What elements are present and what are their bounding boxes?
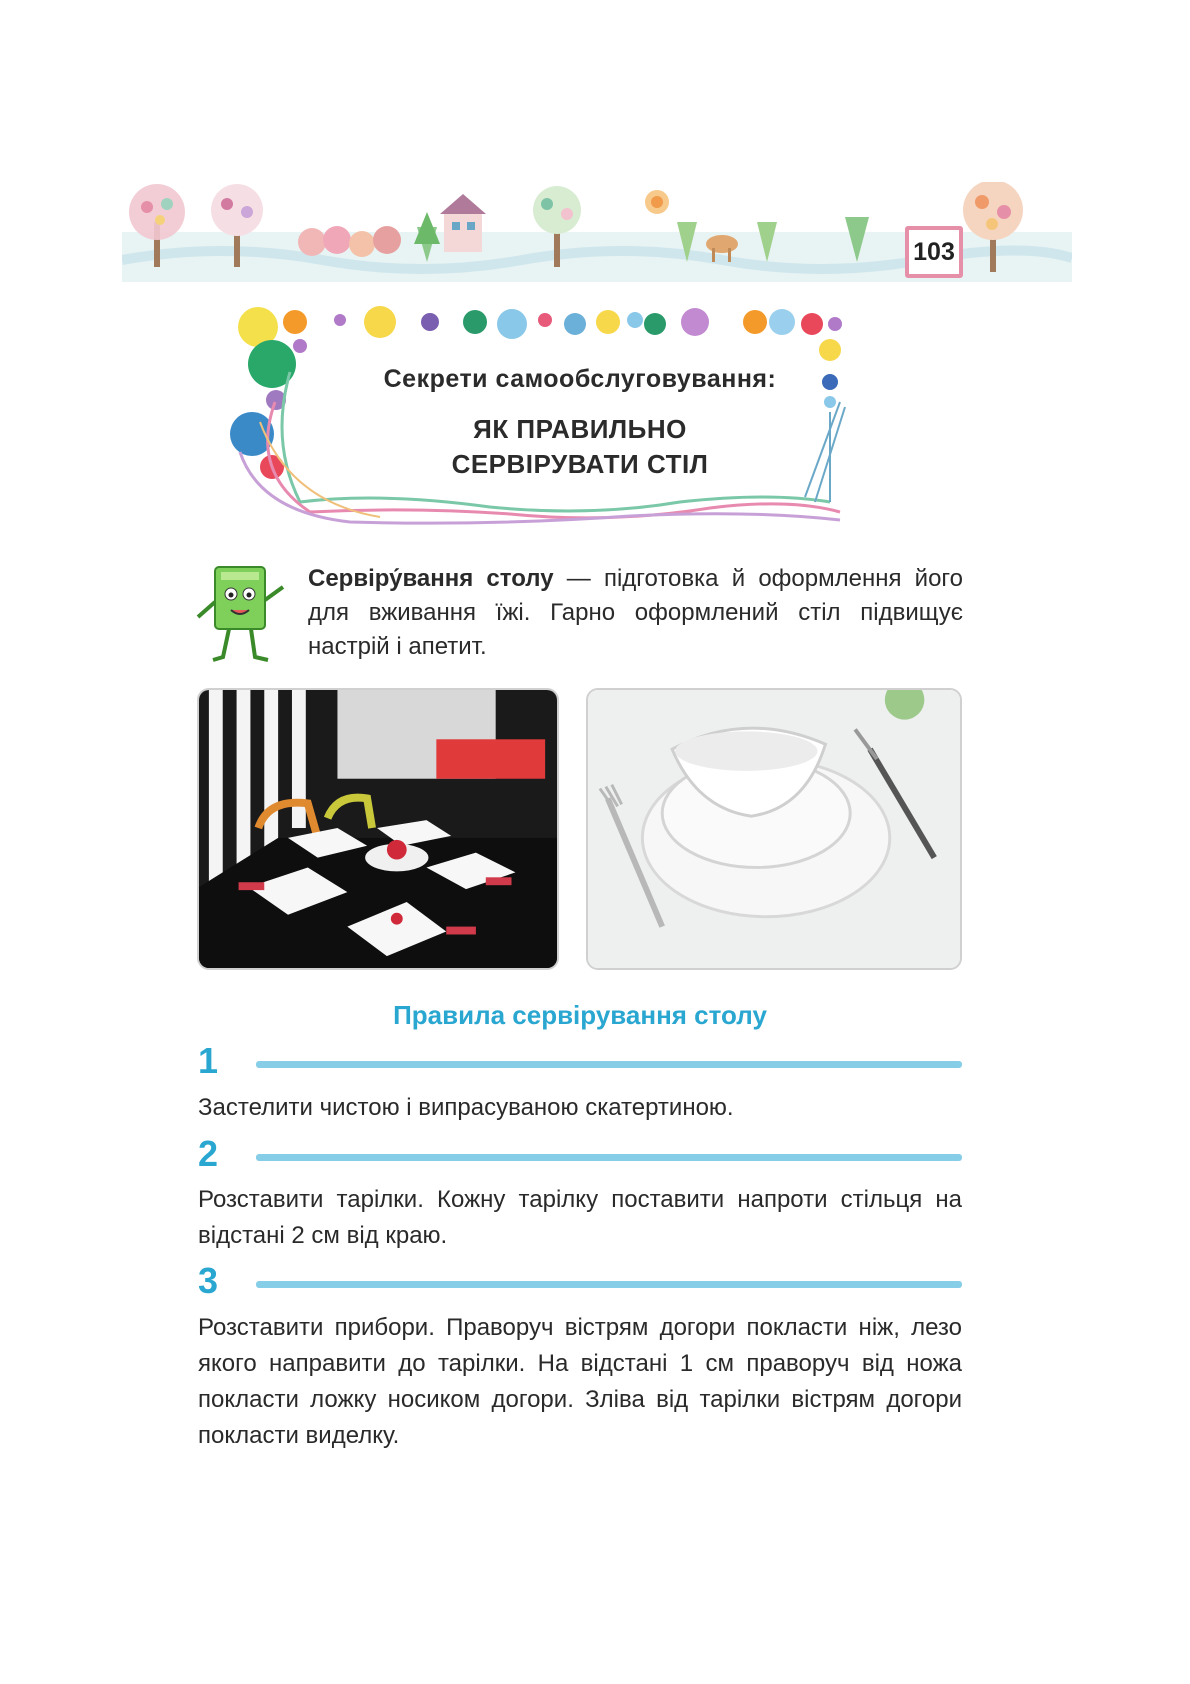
page-number: 103 xyxy=(905,226,963,278)
definition-text: — підготовка й оформлення його для вживання їжі. Гарно оформлений стіл підвищує настрій і апетит. xyxy=(308,565,963,660)
title-line-1: ЯК ПРАВИЛЬНО xyxy=(473,414,687,444)
rule-divider xyxy=(256,1154,962,1161)
definition-paragraph xyxy=(308,562,963,664)
title-line-2: СЕРВІРУВАТИ СТІЛ xyxy=(451,449,709,479)
table-setting-photo xyxy=(197,688,559,970)
rule-divider xyxy=(256,1061,962,1068)
rule-number: 3 xyxy=(198,1260,219,1301)
plates-photo xyxy=(586,688,962,970)
definition-term: Сервіру́вання столу xyxy=(308,565,554,592)
rules-heading: Правила сервірування столу xyxy=(393,1000,767,1030)
rule-number: 1 xyxy=(198,1040,219,1081)
rule-divider xyxy=(256,1281,962,1288)
rule-number: 2 xyxy=(198,1133,219,1174)
book-mascot-icon xyxy=(193,562,288,667)
rule-text: Застелити чистою і випрасуваною скатертиною. xyxy=(198,1094,734,1121)
house-icon xyxy=(440,194,486,252)
title-block xyxy=(300,365,860,482)
rule-text: Розставити прибори. Праворуч вістрям догори покласти ніж, лезо якого направити до тарілки. На відстані 1 см праворуч від ножа покласти ложку носиком догори. Зліва від тарілки вістрям догори покласти виделку. xyxy=(198,1314,962,1449)
rule-text: Розставити тарілки. Кожну тарілку поставити напроти стільця на відстані 2 см від краю. xyxy=(198,1186,962,1249)
title-subtitle: Секрети самообслуговування: xyxy=(383,365,777,393)
sun-flower-icon xyxy=(645,190,669,214)
